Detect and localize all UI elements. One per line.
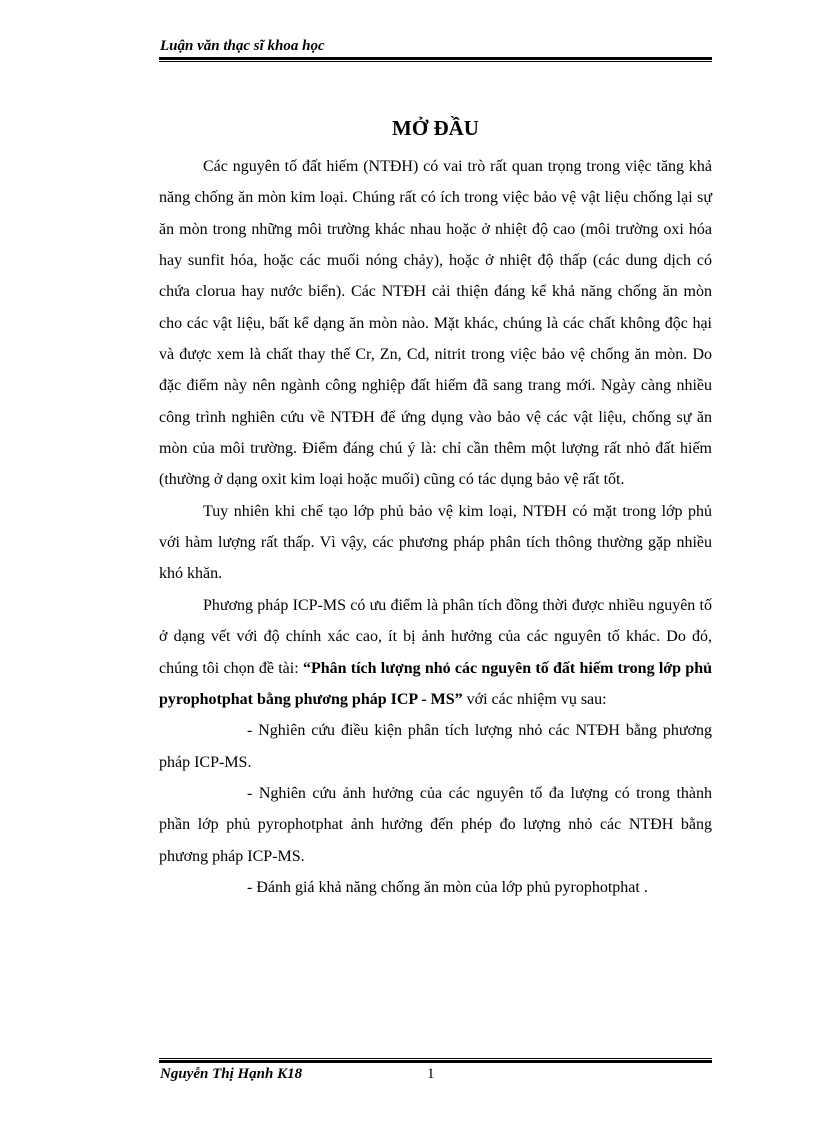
thesis-title: “Phân tích lượng nhỏ các nguyên tố đất hiếm trong lớp phủ pyrophotphat bằng phương pháp ICP - MS” bbox=[159, 659, 712, 708]
footer-author: Nguyễn Thị Hạnh K18 bbox=[160, 1066, 303, 1082]
page-header bbox=[159, 36, 712, 62]
page-number: 1 bbox=[427, 1066, 435, 1082]
paragraph-topic-end: với các nhiệm vụ sau: bbox=[462, 690, 607, 708]
page-footer bbox=[159, 1058, 712, 1088]
paragraph-difficulty: Tuy nhiên khi chế tạo lớp phủ bảo vệ kim loại, NTĐH có mặt trong lớp phủ với hàm lượng rất thấp. Vì vậy, các phương pháp phân tích thông thường gặp nhiều khó khăn. bbox=[159, 502, 712, 583]
header-title: Luận văn thạc sĩ khoa học bbox=[160, 38, 325, 54]
paragraph-topic bbox=[159, 590, 712, 715]
document-body bbox=[159, 151, 712, 903]
page-title: MỞ ĐẦU bbox=[392, 116, 479, 140]
footer-rule bbox=[159, 1058, 712, 1063]
task-item: - Đánh giá khả năng chống ăn mòn của lớp phủ pyrophotphat . bbox=[247, 878, 648, 896]
paragraph-topic-start: Phương pháp ICP-MS có ưu điểm là phân tích đồng thời được nhiều nguyên tố ở dạng vết với độ chính xác cao, ít bị ảnh hưởng của các nguyên tố khác. Do đó, chúng tôi chọn đề tài: bbox=[159, 596, 712, 677]
task-item: - Nghiên cứu điều kiện phân tích lượng nhỏ các NTĐH bằng phương pháp ICP-MS. bbox=[159, 722, 712, 771]
task-item: - Nghiên cứu ảnh hưởng của các nguyên tố đa lượng có trong thành phần lớp phủ pyrophotphat ảnh hưởng đến phép đo lượng nhỏ các NTĐH bằng phương pháp ICP-MS. bbox=[159, 784, 712, 865]
header-rule bbox=[159, 57, 712, 62]
paragraph-intro: Các nguyên tố đất hiếm (NTĐH) có vai trò rất quan trọng trong việc tăng khả năng chống ăn mòn kim loại. Chúng rất có ích trong việc bảo vệ vật liệu chống lại sự ăn mòn trong những môi trường khác nhau hoặc ở nhiệt độ cao (môi trường oxi hóa hay sunfit hóa, hoặc các muối nóng chảy), hoặc ở nhiệt độ thấp (các dung dịch có chứa clorua hay nước biển). Các NTĐH cải thiện đáng kể khả năng chống ăn mòn cho các vật liệu, bất kể dạng ăn mòn nào. Mặt khác, chúng là các chất không độc hại và được xem là chất thay thế Cr, Zn, Cd, nitrit trong việc bảo vệ chống ăn mòn. Do đặc điểm này nên ngành công nghiệp đất hiếm đã sang trang mới. Ngày càng nhiều công trình nghiên cứu về NTĐH để ứng dụng vào bảo vệ các vật liệu, chống sự ăn mòn của môi trường. Điểm đáng chú ý là: chỉ cần thêm một lượng rất nhỏ đất hiếm (thường ở dạng oxit kim loại hoặc muối) cũng có tác dụng bảo vệ rất tốt. bbox=[159, 158, 712, 489]
